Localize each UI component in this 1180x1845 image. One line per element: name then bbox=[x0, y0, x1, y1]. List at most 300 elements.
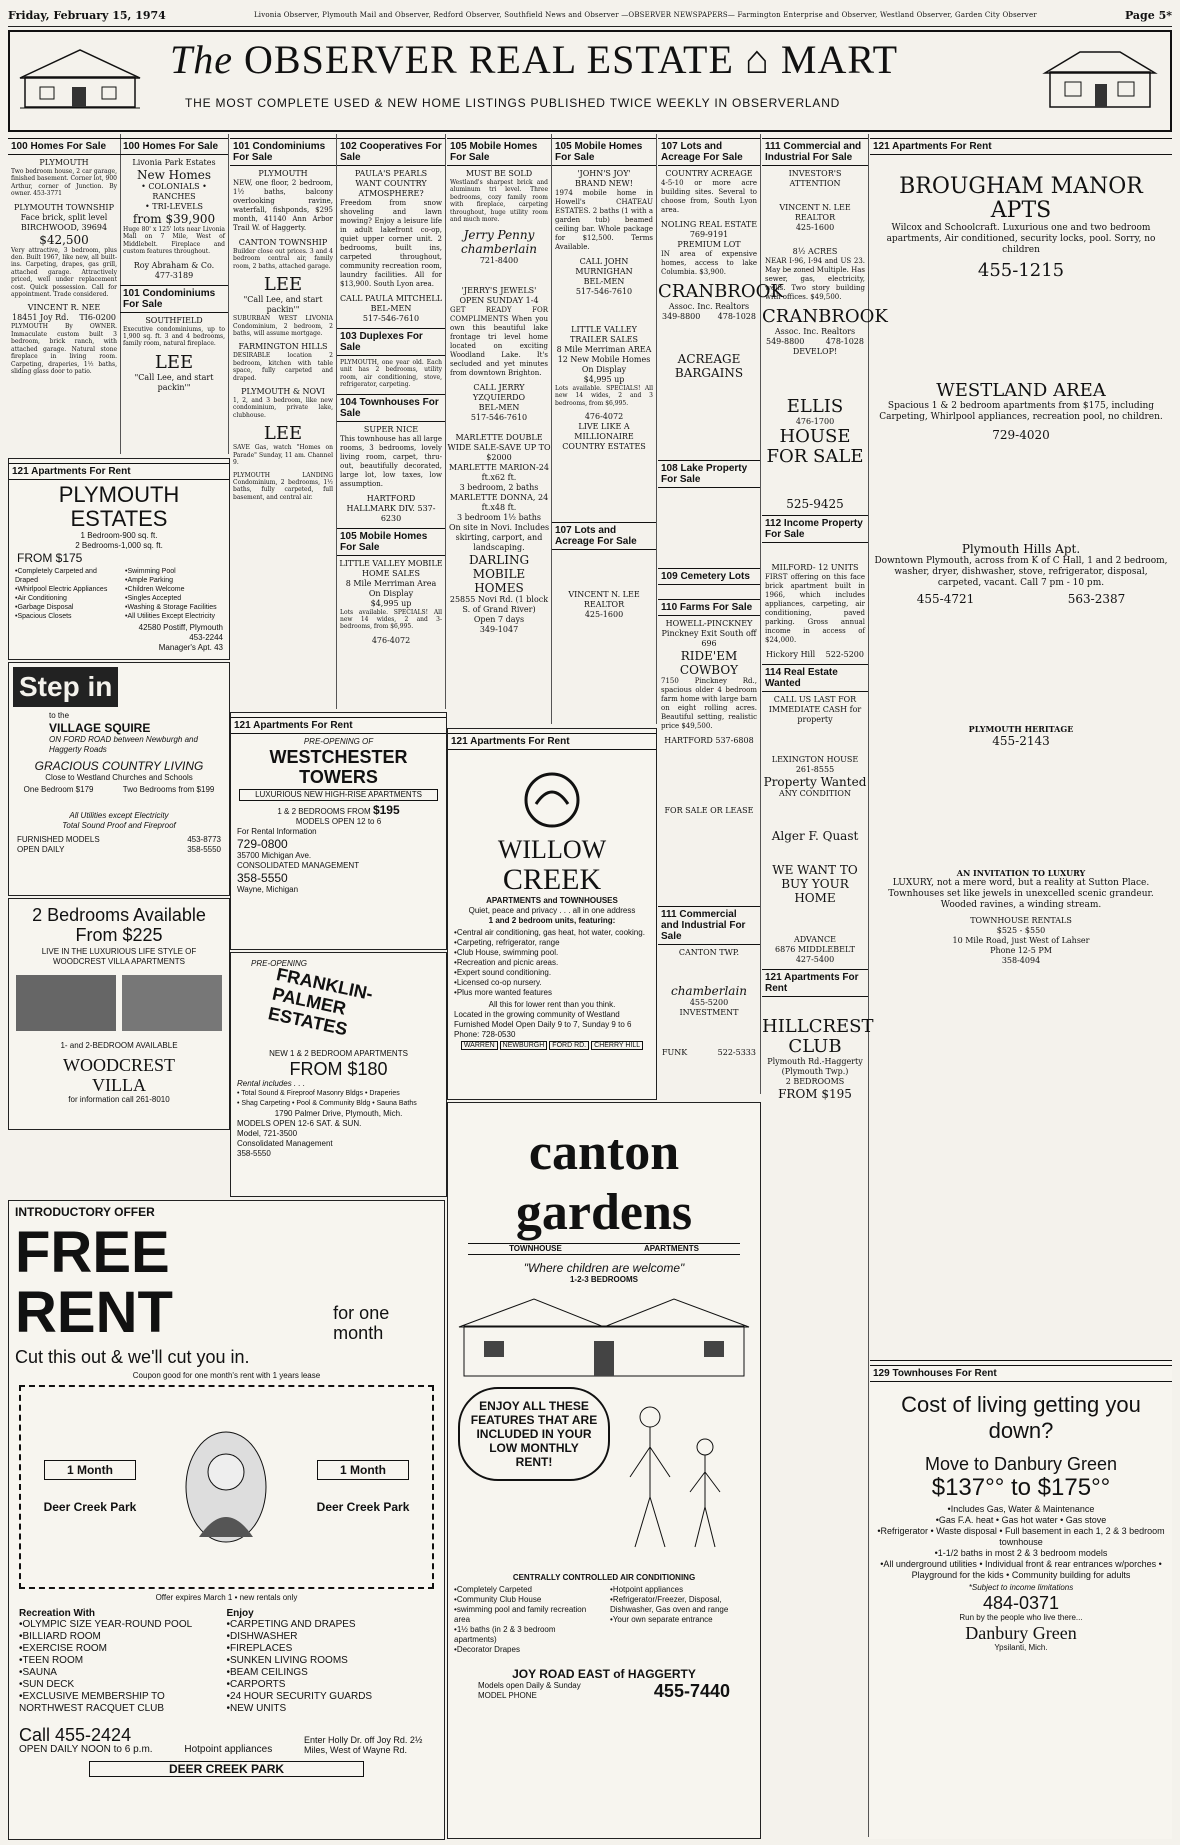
open-label: OPEN DAILY bbox=[17, 845, 65, 854]
agent-name: NOLING REAL ESTATE bbox=[660, 220, 758, 229]
listing-text: Very attractive, 3 bedroom, plus den. Built 1967, like new, all built-ins. Carpeting, drapes, gas grill, attached garage. Attractively priced, well under replacement cost. Quick possession. Call for appointment. Trade considered. bbox=[11, 246, 117, 299]
agent-address: 18451 Joy Rd. bbox=[12, 313, 69, 323]
agent-name: CALL JERRY YZQUIERDO bbox=[472, 383, 526, 403]
listing-text: Westland's sharpest brick and aluminum tri level. Three bedrooms, cozy family room with fireplace, carpeting throughout, huge utility room and much more. bbox=[450, 179, 548, 224]
ad-line: Total Sound Proof and Fireproof bbox=[62, 821, 176, 830]
ad-line: Furnished Model Open Daily 9 to 7, Sunday 9 to 6 bbox=[454, 1020, 632, 1029]
ad-manager: CONSOLIDATED MANAGEMENT bbox=[237, 861, 360, 870]
section-header: 107 Lots and Acreage For Sale bbox=[552, 522, 656, 550]
ad-phone: Phone: 728-0530 bbox=[454, 1030, 516, 1039]
ad-line: for one month bbox=[333, 1303, 390, 1343]
agent-phone: HALLMARK DIV. 537-6230 bbox=[346, 503, 436, 523]
canton-gardens-ad bbox=[447, 1102, 761, 1839]
ad-title: FRANKLIN-PALMER ESTATES bbox=[266, 964, 375, 1040]
ad-line: MODEL PHONE bbox=[478, 1691, 537, 1700]
ad-title: TOWERS bbox=[299, 767, 378, 787]
ad-line: Quiet, peace and privacy . . . all in one address bbox=[468, 906, 636, 915]
ad-title: VILLA bbox=[92, 1075, 146, 1095]
ad-title: WOODCREST bbox=[63, 1055, 175, 1075]
ad-phone: Call 455-2424 bbox=[19, 1725, 132, 1745]
ad-line: Located in the growing community of Westland bbox=[454, 1010, 620, 1019]
masthead-title bbox=[170, 36, 898, 83]
section-header: 103 Duplexes For Sale bbox=[337, 328, 445, 356]
listing-heading: CANTON TWP. bbox=[678, 948, 740, 957]
listing-line: MARLETTE DONNA, 24 ft.x48 ft. bbox=[449, 493, 549, 513]
section-header: 101 Condominiums For Sale bbox=[120, 285, 228, 313]
agent-phone: 517-546-7610 bbox=[362, 314, 420, 323]
agent-company: BEL-MEN bbox=[370, 304, 412, 313]
amenity-item: • Washing & Storage Facilities bbox=[125, 603, 223, 612]
road-label: NEWBURGH bbox=[500, 1041, 548, 1050]
listing-price: $525 - $550 bbox=[996, 926, 1046, 935]
column-3 bbox=[230, 134, 337, 709]
listing-text: 4-5-10 or more acre building sites. Several to choose from, South Lyon area. bbox=[661, 179, 757, 214]
ad-address: 42580 Postiff, Plymouth bbox=[138, 623, 223, 632]
section-header: 121 Apartments For Rent bbox=[448, 733, 656, 750]
house-icon: ⌂ bbox=[744, 37, 770, 82]
road-map bbox=[448, 1040, 656, 1051]
ad-price-row bbox=[231, 803, 446, 817]
listing-text: Two bedroom house, 2 car garage, finished basement. Corner lot, 900 Arthur, corner of Junction. By owner. 453-3771 bbox=[11, 168, 117, 198]
agent-tagline: "Call Lee, and start packin'" bbox=[243, 295, 323, 315]
amenity-item: • Whirlpool Electric Appliances bbox=[15, 585, 113, 594]
amenity-item: • Your own separate entrance bbox=[610, 1615, 754, 1625]
listing-price: from $39,900 bbox=[132, 212, 216, 226]
listing-heading: CANTON TOWNSHIP bbox=[238, 238, 328, 247]
ad-headline: Step in bbox=[13, 667, 118, 707]
agent-company: BEL-MEN bbox=[583, 277, 625, 286]
listing-title: Plymouth Hills Apt. bbox=[961, 542, 1081, 556]
listing-heading: MILFORD- 12 UNITS bbox=[771, 563, 859, 572]
agent-name: VINCENT N. LEE REALTOR bbox=[779, 203, 851, 222]
ad-price: FROM $180 bbox=[289, 1059, 388, 1079]
price-two-bed: Two Bedrooms from $199 bbox=[122, 785, 215, 794]
listing-heading: 8½ ACRES bbox=[792, 247, 838, 256]
agent-logo: chamberlain bbox=[670, 984, 748, 998]
road-label: FORD RD. bbox=[549, 1041, 589, 1050]
ad-line: TOWNHOUSE bbox=[509, 1244, 562, 1253]
ad-line: Close to Westland Churches and Schools bbox=[45, 773, 193, 782]
amenity-item: • Completely Carpeted and Draped bbox=[15, 567, 113, 585]
amenity-item: • Community Club House bbox=[454, 1595, 598, 1605]
ad-line: 1- and 2-BEDROOM AVAILABLE bbox=[60, 1041, 178, 1050]
woodcrest-photos bbox=[14, 973, 224, 1033]
listing-text: LUXURY, not a mere word, but a reality at Sutton Place. Townhouses set like jewels in unexcelled scenic grandeur. Wooded ravines, a winding stream. bbox=[888, 878, 1154, 910]
amenity-item: • Garbage Disposal bbox=[15, 603, 113, 612]
listing-text: NEAR I-96, I-94 and US 23. May be zoned Multiple. Has sewer, gas, electricity, wells. Two story building with offices. $49,500. bbox=[765, 257, 865, 301]
agent-phone: 525-9425 bbox=[786, 497, 844, 511]
agent-logo: Jerry Penny chamberlain bbox=[460, 228, 538, 257]
agent-phone: 427-5400 bbox=[795, 955, 835, 964]
listing-line: 3 bedroom, 2 baths bbox=[459, 483, 539, 493]
amenity-item: • All Utilities Except Electricity bbox=[125, 612, 223, 621]
amenity-item: • Children Welcome bbox=[125, 585, 223, 594]
ad-line: All this for lower rent than you think. bbox=[488, 1000, 616, 1009]
masthead bbox=[8, 30, 1172, 132]
listing-text: Downtown Plymouth, across from K of C Hall, 1 and 2 bedroom, washer, dryer, dishwasher, stove, refrigerator, disposal, carpeted, vacant. Call 7 pm - 10 pm. bbox=[874, 556, 1168, 588]
listing-text: Builder close out prices. 3 and 4 bedroom central air, family room, 2 baths, attached garage. bbox=[233, 248, 333, 270]
listing-heading: LIVE LIKE A MILLIONAIRE bbox=[574, 422, 634, 442]
agent-name: Roy Abraham & Co. bbox=[133, 260, 215, 270]
agent-name: VINCENT R. NEE bbox=[27, 303, 101, 313]
page-header-strip bbox=[8, 4, 1172, 27]
listing-heading: FARMINGTON HILLS bbox=[238, 342, 328, 352]
agent-contact bbox=[8, 313, 120, 323]
ad-title: WESTCHESTER bbox=[269, 747, 408, 767]
title-the: The bbox=[170, 37, 233, 82]
amenity-item: • Plus more wanted features bbox=[454, 988, 650, 998]
amenity-item: • Recreation and picnic areas. bbox=[454, 958, 650, 968]
townhouse-illustration bbox=[454, 1291, 754, 1381]
agent-phone: TI6-0200 bbox=[79, 313, 116, 323]
amenity-item: • FIREPLACES bbox=[227, 1643, 435, 1655]
listing-line: ANY CONDITION bbox=[779, 789, 851, 798]
phone: 358-5550 bbox=[187, 845, 221, 854]
amenity-item: • Includes Gas, Water & Maintenance bbox=[876, 1504, 1166, 1515]
listing-line: On site in Novi. Includes skirting, carport, and landscaping. bbox=[448, 523, 550, 553]
listing-line: Plymouth Rd.-Haggerty (Plymouth Twp.) bbox=[767, 1057, 863, 1076]
listing-line: 8 Mile Merriman Area bbox=[345, 578, 437, 588]
ad-phone: 729-0800 bbox=[237, 837, 288, 851]
ad-phone: 455-7440 bbox=[653, 1681, 730, 1701]
listing-heading: Property Wanted bbox=[763, 775, 867, 789]
danbury-green-ad bbox=[870, 1360, 1172, 1839]
house-illustration-left bbox=[20, 42, 140, 112]
listing-text: Lots available. SPECIALS! All new 14 wides, 2 and 3 bedrooms, from $6,995. bbox=[555, 385, 653, 407]
agent-phone: 455-2143 bbox=[992, 734, 1050, 748]
listing-heading: CALL US LAST FOR IMMEDIATE CASH for property bbox=[768, 695, 862, 724]
section-header: 111 Commercial and Industrial For Sale bbox=[762, 138, 868, 166]
ad-price: From $225 bbox=[75, 925, 163, 945]
agent-phone: 455-1215 bbox=[977, 260, 1065, 281]
ad-manager: Consolidated Management bbox=[237, 1139, 333, 1148]
ad-address: JOY ROAD EAST of HAGGERTY bbox=[512, 1667, 696, 1681]
agent-company: BEL-MEN bbox=[478, 403, 520, 413]
listing-heading: PAULA'S PEARLS bbox=[354, 169, 428, 178]
listing-heading: INVESTMENT bbox=[679, 1008, 739, 1017]
listing-price: $42,500 bbox=[39, 232, 89, 247]
listing-heading: SUPER NICE bbox=[363, 424, 419, 434]
listing-heading: PLYMOUTH bbox=[258, 169, 308, 178]
ad-tagline: "Where children are welcome" bbox=[523, 1261, 685, 1275]
ad-line: *Subject to income limitations bbox=[968, 1583, 1074, 1592]
ad-line: Recreation With bbox=[19, 1608, 96, 1619]
section-header: 121 Apartments For Rent bbox=[9, 463, 229, 480]
village-squire-ad bbox=[8, 662, 230, 896]
amenity-item: • EXERCISE ROOM bbox=[19, 1643, 227, 1655]
ad-headline: 2 Bedrooms Available bbox=[32, 905, 206, 925]
listing-title: BROUGHAM MANOR APTS bbox=[899, 174, 1143, 223]
listing-heading: 'JOHN'S JOY' bbox=[577, 169, 631, 178]
agent-logo: Alger F. Quast bbox=[771, 829, 859, 843]
ad-title: Danbury Green bbox=[965, 1623, 1077, 1643]
section-header: 100 Homes For Sale bbox=[120, 138, 228, 155]
column-2 bbox=[120, 134, 229, 454]
agent-name: LEXINGTON HOUSE bbox=[771, 755, 859, 764]
amenity-item: • NEW UNITS bbox=[227, 1703, 435, 1715]
ad-phone: Model, 721-3500 bbox=[237, 1129, 298, 1138]
ad-line: Run by the people who live there... bbox=[959, 1613, 1083, 1622]
amenity-item: • SUNKEN LIVING ROOMS bbox=[227, 1655, 435, 1667]
amenity-item: • 1-1/2 baths in most 2 & 3 bedroom models bbox=[876, 1548, 1166, 1559]
ad-line: Offer expires March 1 • new rentals only bbox=[155, 1593, 298, 1602]
agent-phone: 261-8555 bbox=[795, 765, 835, 774]
amenity-item: • SAUNA bbox=[19, 1667, 227, 1679]
ad-address: 35700 Michigan Ave. bbox=[237, 851, 312, 860]
listing-text: Executive condominiums, up to 1,900 sq. ft. 3 and 4 bedrooms, family room, natural fireplace. bbox=[123, 325, 225, 348]
agent-name: ADVANCE bbox=[793, 935, 837, 944]
listing-text: Lots available. SPECIALS! All new 14 wides, 2 and 3-bedrooms, from $6,995. bbox=[340, 608, 442, 631]
listing-text: This townhouse has all large rooms, 3 bedrooms, lovely living room, carpet, thru-out, beautifully decorated, large lot, low taxes, low assumption. bbox=[340, 434, 442, 488]
listing-heading: WE WANT TO BUY YOUR HOME bbox=[772, 863, 858, 905]
models-label: FURNISHED MODELS bbox=[17, 835, 100, 844]
agent-phone: 349-1047 bbox=[479, 625, 519, 635]
franklin-palmer-ad bbox=[230, 952, 447, 1197]
listing-text: Freedom from snow shoveling and lawn mowing? Enjoy a leisure life in adult lakefront co-op, quiet upper corner unit. 2 bedrooms, built ins, carpeted throughout, community recreation room, laundry facilities. All for $13,900. South Lyon area. bbox=[340, 199, 442, 288]
section-header: 107 Lots and Acreage For Sale bbox=[658, 138, 760, 166]
ad-tagline: LIVE IN THE LUXURIOUS LIFE STYLE OF WOODCREST VILLA APARTMENTS bbox=[41, 947, 197, 966]
section-header: 111 Commercial and Industrial For Sale bbox=[658, 906, 760, 945]
listing-text: SUBURBAN WEST LIVONIA Condominium, 2 bedroom, 2 baths, will assume mortgage. bbox=[233, 315, 333, 338]
family-illustration bbox=[610, 1387, 750, 1567]
listing-title: AN INVITATION TO LUXURY bbox=[956, 868, 1086, 878]
section-header: 108 Lake Property For Sale bbox=[658, 460, 760, 488]
listing-price: $4,995 up bbox=[583, 375, 625, 384]
ad-line: NEW 1 & 2 BEDROOM APARTMENTS bbox=[269, 1049, 408, 1058]
listing-line: TOWNHOUSE RENTALS bbox=[970, 916, 1072, 925]
amenity-item: • Carpeting, refrigerator, range bbox=[454, 938, 650, 948]
agent-name: CALL PAULA MITCHELL bbox=[339, 294, 443, 303]
ad-title: canton bbox=[528, 1124, 680, 1181]
ad-phone: 484-0371 bbox=[982, 1593, 1060, 1613]
agent-phone: 477-3189 bbox=[154, 270, 194, 280]
listing-heading: Livonia Park Estates bbox=[132, 158, 216, 167]
ad-line: 1 Bedroom-900 sq. ft. bbox=[80, 531, 158, 540]
ad-city: Ypsilanti, Mich. bbox=[994, 1643, 1048, 1652]
ad-address: Enter Holly Dr. off Joy Rd. 2½ Miles, West of Wayne Rd. bbox=[304, 1735, 423, 1755]
listing-text: FIRST offering on this face brick apartment built in 1966, which includes appliances, carpeting, air conditioning, paved parking. Gross annual income in access of $24,000. bbox=[765, 573, 865, 644]
agent-phone: 476-1700 bbox=[795, 417, 835, 426]
listing-text: DESIRABLE location 2 bedroom, kitchen with table space, fully carpeted and draped. bbox=[233, 352, 333, 382]
agent-phone: 517-546-7610 bbox=[575, 287, 633, 296]
section-header: 101 Condominiums For Sale bbox=[230, 138, 336, 166]
plymouth-estates-ad bbox=[8, 458, 230, 660]
listing-title: WESTLAND AREA bbox=[936, 380, 1106, 401]
agent-phone: 476-4072 bbox=[584, 412, 624, 422]
amenity-item: • Completely Carpeted bbox=[454, 1585, 598, 1595]
amenity-item: • Refrigerator • Waste disposal • Full basement in each 1, 2 & 3 bedroom townhouse bbox=[876, 1526, 1166, 1548]
ad-line: to the bbox=[49, 711, 70, 720]
amenity-item: • All underground utilities • Individual front & rear entrances w/porches • Playground for the kids • Community building for adults bbox=[876, 1559, 1166, 1581]
amenity-item: • Air Conditioning bbox=[15, 594, 113, 603]
amenity-item: • 1½ baths (in 2 & 3 bedroom apartments) bbox=[454, 1625, 598, 1645]
agent-phone: 358-4094 bbox=[1001, 956, 1041, 965]
ad-line: Coupon good for one month's rent with 1 years lease bbox=[132, 1371, 321, 1380]
listing-heading: ACREAGE BARGAINS bbox=[674, 352, 744, 380]
amenity-item: • Club House, swimming pool. bbox=[454, 948, 650, 958]
page-number: Page 5* bbox=[1124, 8, 1172, 22]
ad-line: • Shag Carpeting • Pool & Community Bldg • Sauna Baths bbox=[237, 1100, 417, 1107]
listing-text: Huge 80' x 125' lots near Livonia Mall on 7 Mile, West of Middlebelt. Fireplace and custom features throughout. bbox=[123, 226, 225, 256]
amenity-item: • BILLIARD ROOM bbox=[19, 1631, 227, 1643]
phone: 453-8773 bbox=[187, 835, 221, 844]
listing-text: PLYMOUTH LANDING Condominium, 2 bedrooms, 1½ baths, fully carpeted, full basement, and central air. bbox=[233, 471, 333, 501]
agent-phone: 478-1028 bbox=[825, 337, 864, 346]
house-illustration-right bbox=[1040, 42, 1160, 112]
agent-name: FUNK bbox=[662, 1048, 688, 1057]
agent-name: HARTFORD bbox=[366, 493, 416, 503]
listing-heading: WANT COUNTRY ATMOSPHERE? bbox=[355, 179, 427, 198]
agent-name: VINCENT N. LEE REALTOR bbox=[568, 590, 640, 610]
listing-title: PLYMOUTH HERITAGE bbox=[968, 724, 1074, 734]
agent-phone: 522-5333 bbox=[717, 1048, 756, 1057]
ad-line: 1 & 2 BEDROOMS FROM bbox=[277, 807, 371, 816]
coupon-label: 1 Month bbox=[44, 1460, 137, 1480]
amenity-item: • Expert sound conditioning. bbox=[454, 968, 650, 978]
westchester-towers-ad bbox=[230, 712, 447, 950]
coupon[interactable] bbox=[19, 1385, 434, 1589]
ad-title: DEER CREEK PARK bbox=[89, 1761, 364, 1777]
amenity-item: • TEEN ROOM bbox=[19, 1655, 227, 1667]
amenity-item: • swimming pool and family recreation area bbox=[454, 1605, 598, 1625]
listing-price: FROM $195 bbox=[778, 1087, 852, 1101]
listing-text: Wilcox and Schoolcraft. Luxurious one and two bedroom apartments, Air conditioned, security locks, pool. Sorry, no children bbox=[886, 223, 1156, 255]
agent-logo: LEE bbox=[263, 274, 303, 296]
ad-callout: ENJOY ALL THESE FEATURES THAT ARE INCLUDED IN YOUR LOW MONTHLY RENT! bbox=[458, 1387, 610, 1481]
listing-heading: PREMIUM LOT bbox=[677, 240, 741, 249]
column-9 bbox=[870, 134, 1172, 1354]
ad-contact: for information call 261-8010 bbox=[68, 1095, 170, 1104]
agent-company: Assoc. Inc. Realtors bbox=[668, 302, 750, 311]
willow-creek-logo bbox=[522, 770, 582, 830]
amenity-item: • DISHWASHER bbox=[227, 1631, 435, 1643]
listing-text: PLYMOUTH By OWNER. Immaculate custom built 3 bedroom, brick ranch, with attached garage. Natural stone fireplace in living room. Carpeting, draperies, 1½ baths, sliding glass door to patio. bbox=[11, 323, 117, 375]
listing-line: Phone 12-5 PM bbox=[990, 946, 1052, 955]
amenity-item: • Gas F.A. heat • Gas hot water • Gas stove bbox=[876, 1515, 1166, 1526]
ad-line: • Total Sound & Fireproof Masonry Bldgs • Draperies bbox=[237, 1090, 400, 1097]
amenity-list bbox=[876, 1504, 1166, 1581]
listing-heading: PLYMOUTH bbox=[39, 158, 89, 167]
listing-heading: COUNTRY ACREAGE bbox=[665, 169, 753, 178]
agent-phone: 425-1600 bbox=[584, 610, 624, 620]
amenity-item: • Refrigerator/Freezer, Disposal, Dishwasher, Gas oven and range bbox=[610, 1595, 754, 1615]
section-header: 114 Real Estate Wanted bbox=[762, 664, 868, 692]
listing-heading: LITTLE VALLEY TRAILER SALES bbox=[570, 325, 638, 344]
ad-line: 1 and 2 bedroom units, featuring: bbox=[488, 916, 616, 925]
section-header: 100 Homes For Sale bbox=[8, 138, 120, 155]
section-header: 104 Townhouses For Sale bbox=[337, 394, 445, 422]
listing-text: 1, 2, and 3 bedroom, like new condominium, private lake, clubhouse. bbox=[233, 397, 333, 419]
ad-title: CREEK bbox=[502, 863, 602, 896]
listing-heading: LITTLE VALLEY MOBILE HOME SALES bbox=[339, 558, 443, 578]
amenity-list bbox=[227, 1619, 435, 1715]
listing-text: 7150 Pinckney Rd., spacious older 4 bedroom farm home with large barn on eight rolling acres. Beautiful setting, realistic price $49,500. bbox=[661, 677, 757, 730]
agent-address: 25855 Novi Rd. (1 block S. of Grand River) bbox=[449, 595, 549, 615]
agent-address: 6876 MIDDLEBELT bbox=[775, 945, 855, 954]
section-header: 105 Mobile Homes For Sale bbox=[552, 138, 656, 166]
section-header: 121 Apartments For Rent bbox=[870, 138, 1172, 155]
listing-heading: 'JERRY'S JEWELS' bbox=[461, 286, 537, 296]
amenity-item: • Licensed co-op nursery. bbox=[454, 978, 650, 988]
agent-logo: DARLING MOBILE HOMES bbox=[468, 553, 530, 596]
road-label: WARREN bbox=[461, 1041, 498, 1050]
amenity-item: • SUN DECK bbox=[19, 1679, 227, 1691]
listing-heading: PLYMOUTH TOWNSHIP bbox=[14, 202, 114, 212]
portrait-illustration bbox=[181, 1427, 271, 1547]
listing-text: 1974 mobile home in Howell's CHATEAU ESTATES. 2 baths (1 with a garden tub) beamed ceiling bar. Whole package for $12,500. Terms Available. bbox=[555, 189, 653, 251]
amenity-item: • Hotpoint appliances bbox=[610, 1585, 754, 1595]
ad-headline: FREE RENT bbox=[15, 1220, 173, 1345]
ad-price: FROM $175 bbox=[17, 551, 83, 565]
ad-city: Wayne, Michigan bbox=[237, 885, 299, 894]
listing-line: 2 BEDROOMS bbox=[785, 1077, 845, 1086]
listing-line: 3 bedroom 1½ baths bbox=[457, 513, 541, 523]
section-header: 105 Mobile Homes For Sale bbox=[337, 528, 445, 556]
agent-logo: ELLIS bbox=[786, 396, 844, 417]
amenity-item: • Decorator Drapes bbox=[454, 1645, 598, 1655]
listing-line: MARLETTE MARION-24 ft.x62 ft. bbox=[449, 463, 549, 483]
listing-text: GET READY FOR COMPLIMENTS When you own this beautiful lake frontage tri level home located on exciting Woodland Lake. It's secluded and yet minutes from downtown Brighton. bbox=[450, 306, 548, 378]
listing-title: HOUSE FOR SALE bbox=[766, 426, 864, 467]
listing-heading: PLYMOUTH & NOVI bbox=[241, 387, 325, 397]
agent-phone: 769-9191 bbox=[689, 230, 729, 239]
amenity-item: • BEAM CEILINGS bbox=[227, 1667, 435, 1679]
issue-date: Friday, February 15, 1974 bbox=[8, 8, 166, 22]
listing-heading: INVESTOR'S ATTENTION bbox=[788, 169, 842, 188]
listing-heading: MUST BE SOLD bbox=[465, 169, 533, 178]
section-header: 121 Apartments For Rent bbox=[231, 717, 446, 734]
woodcrest-villa-ad bbox=[8, 898, 230, 1130]
agent-name: Hickory Hill bbox=[766, 650, 816, 659]
ad-line: APARTMENTS bbox=[643, 1244, 699, 1253]
listing-text: Spacious 1 & 2 bedroom apartments from $175, including Carpeting, Whirlpool appliances, recreation pool, no children. bbox=[879, 401, 1163, 422]
ad-title: VILLAGE SQUIRE bbox=[49, 721, 151, 735]
ad-line: 1-2-3 BEDROOMS bbox=[569, 1275, 638, 1284]
agent-phone: 517-546-7610 bbox=[470, 413, 528, 423]
ad-phone: 453-2244 bbox=[189, 633, 223, 642]
column-6 bbox=[552, 134, 657, 724]
ad-line: Models open Daily & Sunday bbox=[478, 1681, 581, 1690]
listing-heading: HOWELL-PINCKNEY bbox=[665, 619, 753, 628]
agent-company: Assoc. Inc. Realtors bbox=[774, 327, 856, 336]
ad-line: OPEN DAILY NOON to 6 p.m. bbox=[19, 1744, 153, 1755]
ad-headline: Cost of living getting you down? bbox=[901, 1392, 1141, 1443]
ad-title: WILLOW bbox=[497, 835, 607, 864]
agent-tagline: "Call Lee, and start packin'" bbox=[134, 372, 214, 392]
column-1 bbox=[8, 134, 121, 454]
section-header: 110 Farms For Sale bbox=[658, 599, 760, 616]
title-mart: MART bbox=[780, 37, 899, 82]
listing-line: • TRI-LEVELS bbox=[144, 202, 204, 211]
coupon-name: Deer Creek Park bbox=[316, 1500, 410, 1514]
agent-name: HARTFORD 537-6808 bbox=[664, 736, 754, 745]
coupon-name: Deer Creek Park bbox=[43, 1500, 137, 1514]
listing-title: RIDE'EM COWBOY bbox=[679, 649, 739, 677]
listing-line: Face brick, split level bbox=[20, 212, 108, 222]
masthead-subtitle: THE MOST COMPLETE USED & NEW HOME LISTINGS PUBLISHED TWICE WEEKLY IN OBSERVERLAND bbox=[185, 96, 841, 110]
amenity-item: • CARPETING AND DRAPES bbox=[227, 1619, 435, 1631]
section-header: 102 Cooperatives For Sale bbox=[337, 138, 445, 166]
ad-line: PRE-OPENING OF bbox=[303, 737, 374, 746]
agent-phone: 729-4020 bbox=[992, 428, 1050, 442]
section-header: 105 Mobile Homes For Sale bbox=[447, 138, 551, 166]
listing-line: 8 Mile Merriman AREA bbox=[556, 345, 652, 354]
listing-line: BRAND NEW! bbox=[575, 179, 633, 188]
price-one-bed: One Bedroom $179 bbox=[23, 785, 94, 794]
amenity-item: • Swimming Pool bbox=[125, 567, 223, 576]
amenity-item: • Central air conditioning, gas heat, hot water, cooking. bbox=[454, 928, 650, 938]
listing-text: NEW, one floor, 2 bedroom, 1½ baths, balcony overlooking ravine, waterfall, fishponds, $295 month, 41140 Ann Arbor Trail W. of Haggerty. bbox=[233, 179, 333, 232]
